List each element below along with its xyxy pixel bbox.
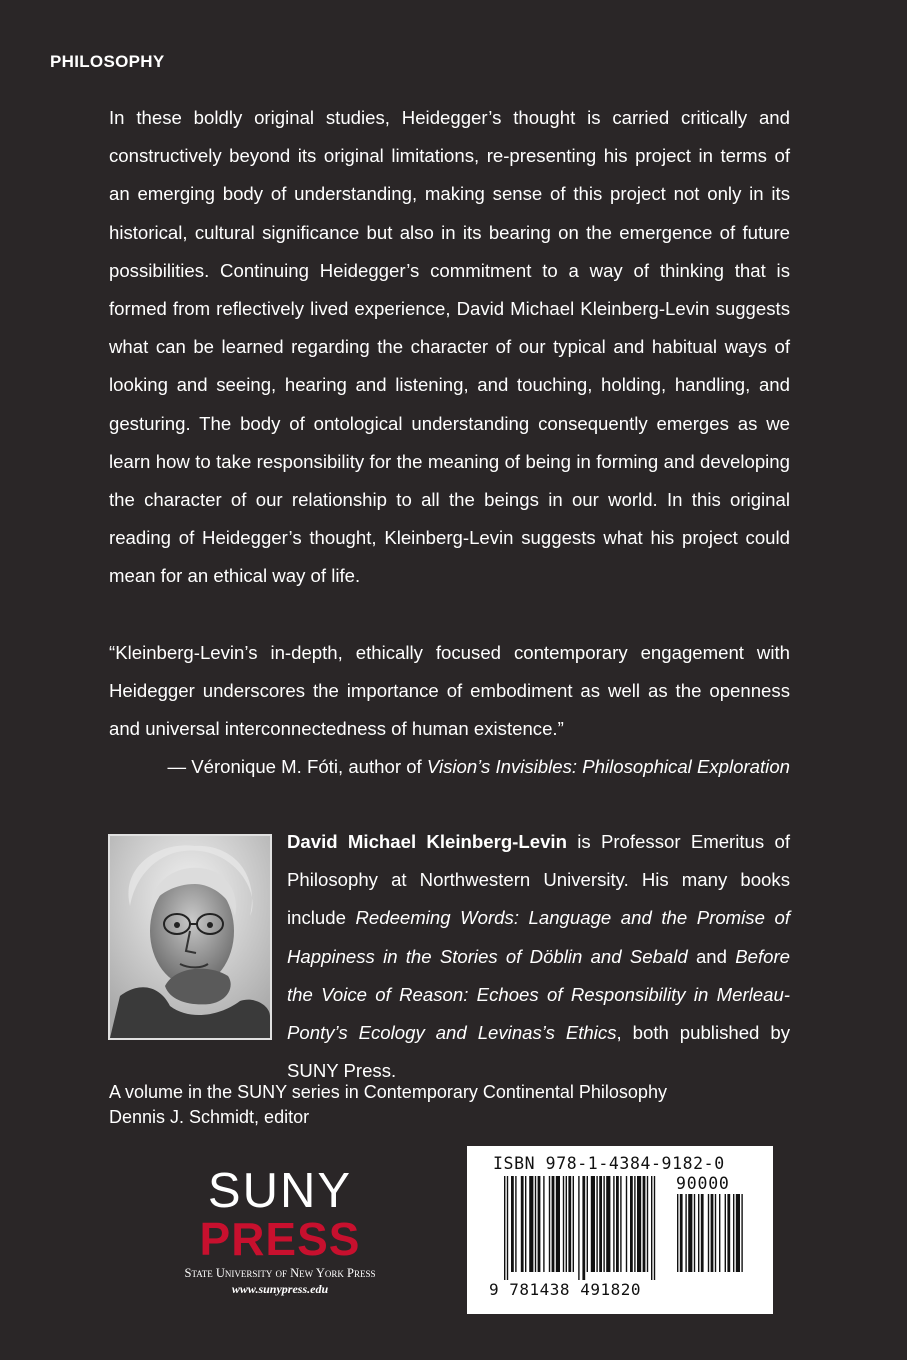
book-title: Redeeming Words: Language and the Promise of Happiness in the Stories of Döblin and Sebald [287, 907, 790, 967]
series-name: A volume in the SUNY series in Contemporary Continental Philosophy [109, 1082, 667, 1102]
logo-suny: SUNY [207, 1164, 353, 1218]
attribution-author: — Véronique M. Fóti, author of [167, 756, 427, 777]
author-bio: David Michael Kleinberg-Levin is Professor Emeritus of Philosophy at Northwestern University. His many books include Redeeming Words: Language and the Promise of Happiness in the Stories of Döblin and Sebald and Before the Voice of Reason: Echoes of Responsibility in Merleau-Ponty’s Ecology and Levinas’s Ethics, both published by SUNY Press. [287, 831, 790, 1082]
price-code: 90000 [676, 1174, 730, 1193]
author-name: David Michael Kleinberg-Levin [287, 831, 567, 852]
publisher-url: www.sunypress.edu [231, 1282, 329, 1296]
series-info [109, 1080, 667, 1130]
isbn-text: ISBN 978-1-4384-9182-0 [493, 1154, 725, 1173]
author-photo [108, 834, 272, 1040]
barcode [467, 1146, 773, 1314]
ean-text: 9 781438 491820 [489, 1280, 641, 1299]
series-editor: Dennis J. Schmidt, editor [109, 1107, 310, 1127]
publisher-logo [160, 1165, 400, 1297]
barcode-bars-main [504, 1176, 664, 1280]
logo-press: PRESS [199, 1213, 361, 1265]
category-label: PHILOSOPHY [50, 52, 165, 71]
book-title: Before the Voice of Reason: Echoes of Responsibility in Merleau-Ponty’s Ecology and Levinas’s Ethics [287, 945, 790, 1044]
endorsement-quote: “Kleinberg-Levin’s in-depth, ethically focused contemporary engagement with Heidegger underscores the importance of embodiment as well as the openness and universal interconnectedness of human existence.” [109, 642, 790, 740]
attribution-book-title: Vision’s Invisibles: Philosophical Exploration [426, 756, 790, 777]
barcode-bars-addon [677, 1194, 747, 1280]
endorsement-attribution [167, 748, 790, 786]
publisher-full-name: State University of New York Press [184, 1266, 376, 1280]
book-description: In these boldly original studies, Heidegger’s thought is carried critically and constructively beyond its original limitations, re-presenting his project in terms of an emerging body of understanding, making sense of this project not only in its historical, cultural significance but also in its bearing on the emergence of future possibilities. Continuing Heidegger’s commitment to a way of thinking that is formed from reflectively lived experience, David Michael Kleinberg-Levin suggests what can be learned regarding the character of our typical and habitual ways of looking and seeing, hearing and listening, and touching, holding, handling, and gesturing. The body of ontological understanding consequently emerges as we learn how to take responsibility for the meaning of being in forming and developing the character of our relationship to all the beings in our world. In this original reading of Heidegger’s thought, Kleinberg-Levin suggests what his project could mean for an ethical way of life. [109, 107, 790, 587]
